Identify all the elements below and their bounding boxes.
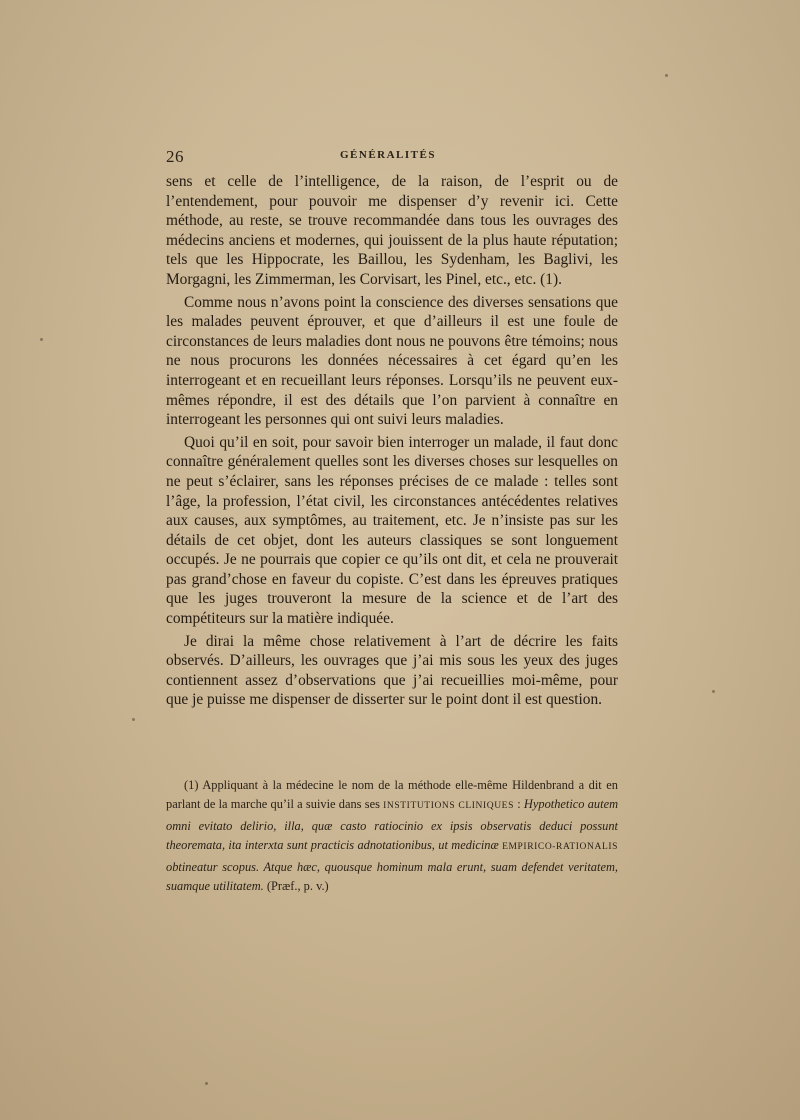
paper-speck	[665, 74, 668, 77]
running-head: GÉNÉRALITÉS	[340, 149, 436, 161]
page-header	[166, 147, 618, 167]
footnote-lead: (1) Appliquant à la médecine le nom de la méthode elle-même Hildenbrand a dit en parlant de la marche qu’il a suivie dans ses	[166, 778, 618, 812]
footnote-paragraph	[166, 776, 618, 896]
footnote-smallcaps-term: EMPIRICO-RATIONALIS	[502, 842, 618, 853]
paragraph-2: Comme nous n’avons point la conscience des diverses sensations que les malades peuvent éprouver, et que d’ailleurs il est une foule de circonstances de leurs maladies dont nous ne pouvons être témoins; nous ne nous procurons les données nécessaires à cet égard qu’en les interrogeant et en recueillant leurs réponses. Lorsqu’ils ne peuvent eux-mêmes répondre, il est des détails que l’on parvient à connaître en interrogeant les personnes qui ont suivi leurs maladies.	[166, 293, 618, 429]
footnote-latin-quote-1: Hypothetico autem omni evitato delirio, illa, quæ casto ratiocinio ex ipsis observatis deduci possunt theoremata, ita interxta sunt practicis adnotationibus, ut medicinæ	[166, 797, 619, 853]
paragraph-3: Quoi qu’il en soit, pour savoir bien interroger un malade, il faut donc connaître généralement quelles sont les diverses choses sur lesquelles on ne peut s’éclairer, sans les réponses précises de ce malade : telles sont l’âge, la profession, l’état civil, les circonstances antécédentes relatives aux causes, aux symptômes, au traitement, etc. Je n’insiste pas sur les détails de cet objet, dont les auteurs classiques se sont longuement occupés. Je ne pourrais que copier ce qu’ils ont dit, et cela ne prouverait pas grand’chose en faveur du copiste. C’est dans les épreuves pratiques que les juges trouveront la mesure de la science et de l’art des compétiteurs sur la matière indiquée.	[166, 433, 618, 628]
footnote-smallcaps-title: INSTITUTIONS CLINIQUES	[383, 801, 514, 812]
paper-speck	[132, 718, 135, 721]
footnote	[166, 776, 618, 896]
footnote-latin-quote-2: obtineatur scopus. Atque hæc, quousque hominum mala erunt, suam defendet veritatem, suamque utilitatem.	[166, 859, 618, 894]
footnote-citation: (Præf., p. v.)	[263, 879, 329, 894]
paper-speck	[712, 690, 715, 693]
paper-speck	[205, 1082, 208, 1085]
paper-speck	[40, 338, 43, 341]
footnote-colon: :	[513, 797, 524, 812]
main-text	[166, 172, 618, 713]
page-number: 26	[166, 147, 184, 166]
paragraph-4: Je dirai la même chose relativement à l’art de décrire les faits observés. D’ailleurs, les ouvrages que j’ai mis sous les yeux des juges contiennent assez d’observations que j’ai recueillies moi-même, pour que je puisse me dispenser de disserter sur le point dont il est question.	[166, 632, 618, 709]
paragraph-1: sens et celle de l’intelligence, de la raison, de l’esprit ou de l’entendement, pour pouvoir me dispenser d’y revenir ici. Cette méthode, au reste, se trouve recommandée dans tous les ouvrages des médecins anciens et modernes, qui jouissent de la plus haute réputation; tels que les Hippocrate, les Baillou, les Sydenham, les Baglivi, les Morgagni, les Zimmerman, les Corvisart, les Pinel, etc., etc. (1).	[166, 173, 618, 288]
